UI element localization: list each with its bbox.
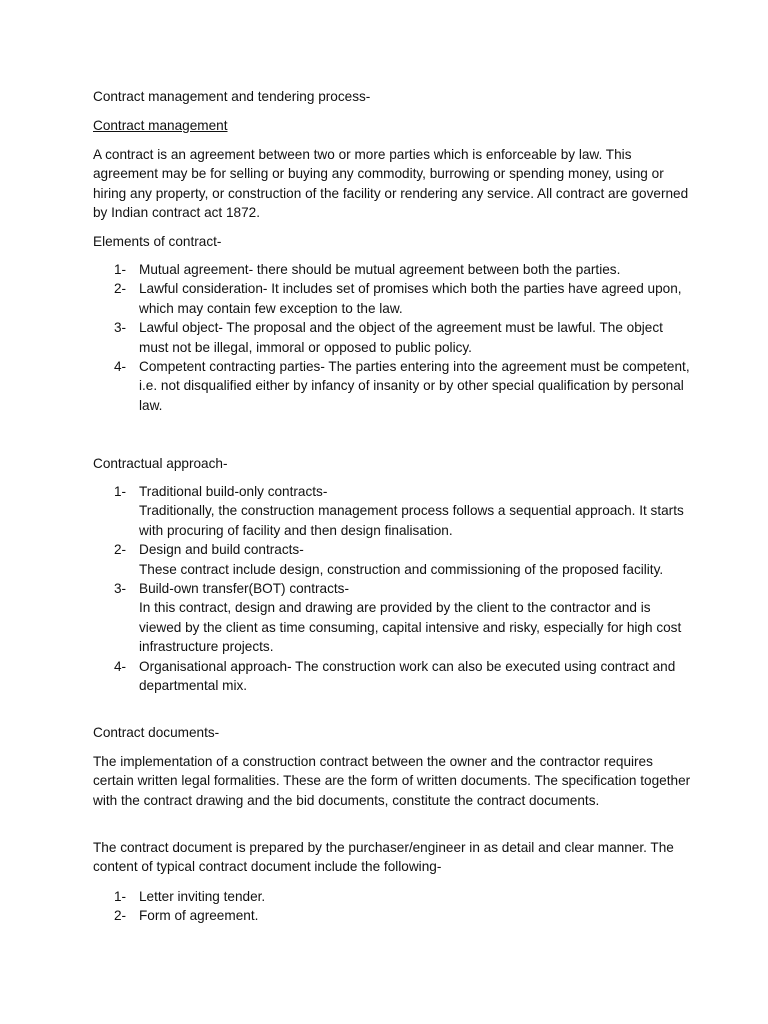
section-heading-contractual-approach: Contractual approach-: [93, 456, 228, 471]
documents-paragraph-1: The implementation of a construction contract between the owner and the contractor requires certain written legal formalities. These are the form of written documents. The specification together with the contract drawing and the bid documents, constitute the contract documents.: [93, 754, 691, 808]
contract-definition-paragraph: A contract is an agreement between two or more parties which is enforceable by law. This agreement may be for selling or buying any commodity, burrowing or spending money, using or hiring any property, or construction of the facility or rendering any service. All contract are governed by Indian contract act 1872.: [93, 147, 689, 221]
list-item: 2- Lawful consideration- It includes set of promises which both the parties have agreed upon, which may contain few exception to the law.: [114, 281, 682, 316]
section-heading-elements: Elements of contract-: [93, 234, 222, 249]
documents-paragraph-2: The contract document is prepared by the purchaser/engineer in as detail and clear manner. The content of typical contract document include the following-: [93, 840, 674, 875]
list-item: 3- Build-own transfer(BOT) contracts- In this contract, design and drawing are provided by the client to the contractor and is viewed by the client as time consuming, capital intensive and risky, especially for high cost infrastructure projects.: [114, 581, 682, 655]
elements-list: [93, 260, 693, 415]
list-item: 4- Organisational approach- The construction work can also be executed using contract and departmental mix.: [114, 658, 676, 694]
list-item: 2- Form of agreement.: [114, 908, 259, 924]
approach-list: [93, 482, 693, 695]
section-heading-contract-documents: Contract documents-: [93, 725, 220, 740]
section-heading-contract-management: Contract management: [93, 118, 228, 133]
list-item: 3- Lawful object- The proposal and the object of the agreement must be lawful. The object must not be illegal, immoral or opposed to public policy.: [114, 320, 663, 355]
list-item: 4- Competent contracting parties- The parties entering into the agreement must be competent, i.e. not disqualified either by infancy of insanity or by other special qualification by personal law.: [114, 359, 690, 413]
list-item: 1- Mutual agreement- there should be mutual agreement between both the parties.: [114, 262, 621, 277]
list-item: 2- Design and build contracts- These contract include design, construction and commissioning of the proposed facility.: [114, 542, 664, 577]
document-title: Contract management and tendering process-: [93, 89, 371, 104]
list-item: 1- Letter inviting tender.: [114, 889, 266, 904]
documents-list: [93, 887, 693, 926]
list-item: 1- Traditional build-only contracts- Traditionally, the construction management process follows a sequential approach. It starts with procuring of facility and then design finalisation.: [114, 484, 684, 538]
